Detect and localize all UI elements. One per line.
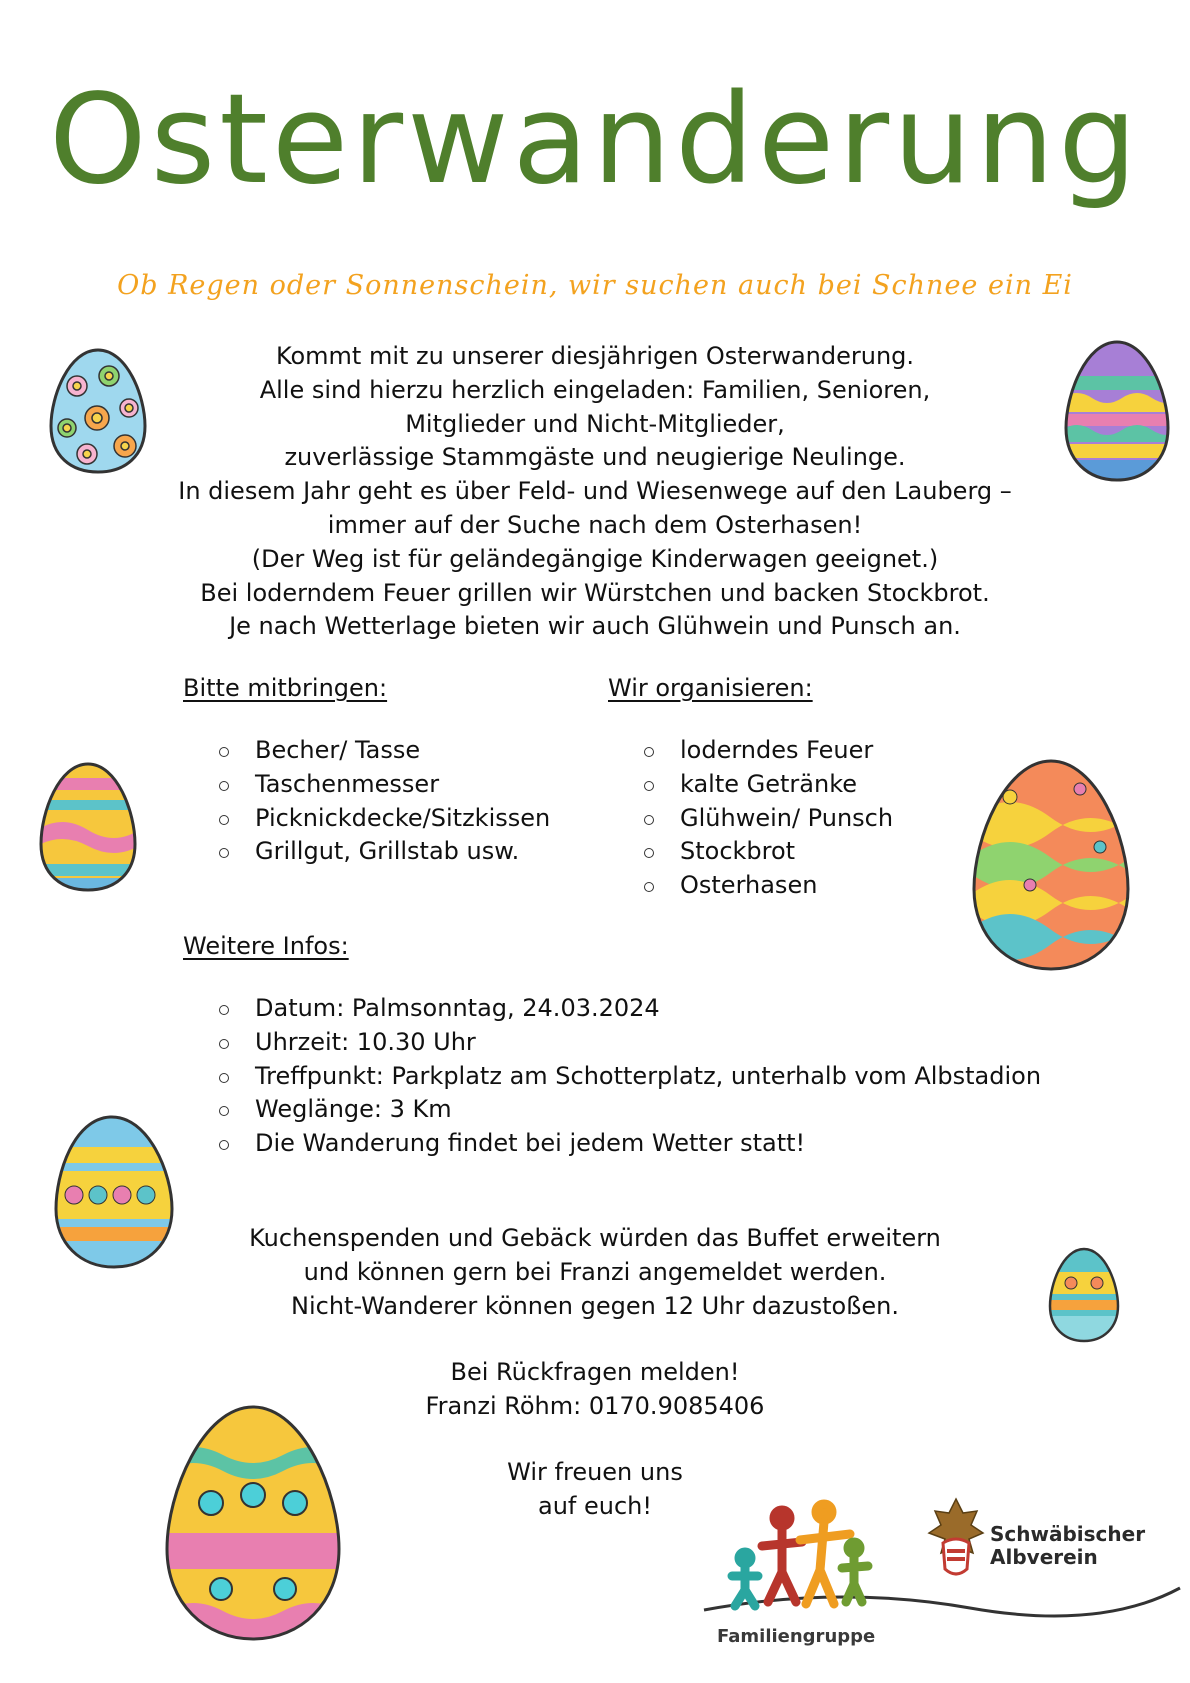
page-title: Osterwanderung xyxy=(49,68,1141,212)
wave-egg-icon xyxy=(970,757,1132,973)
bullet-icon xyxy=(644,781,654,791)
intro-line: zuverlässige Stammgäste und neugierige Neulinge. xyxy=(284,443,906,472)
intro-line: Mitglieder und Nicht-Mitglieder, xyxy=(405,409,785,438)
list-item: Picknickdecke/Sitzkissen xyxy=(183,802,550,836)
contact-line: Bei Rückfragen melden! xyxy=(450,1358,740,1386)
list-item: Die Wanderung findet bei jedem Wetter statt! xyxy=(183,1127,1041,1161)
small-egg-icon xyxy=(1047,1246,1121,1344)
flower-egg-icon xyxy=(47,346,149,476)
bullet-icon xyxy=(219,1073,229,1083)
cake-line: Kuchenspenden und Gebäck würden das Buffet erweitern xyxy=(249,1224,941,1252)
bullet-icon xyxy=(644,815,654,825)
organize-list xyxy=(608,734,893,903)
list-item: Weglänge: 3 Km xyxy=(183,1093,1041,1127)
bullet-icon xyxy=(219,1005,229,1015)
infos-heading: Weitere Infos: xyxy=(183,932,349,960)
bullet-icon xyxy=(644,848,654,858)
list-item: Treffpunkt: Parkplatz am Schotterplatz, unterhalb vom Albstadion xyxy=(183,1060,1041,1094)
bullet-icon xyxy=(219,848,229,858)
intro-line: Kommt mit zu unserer diesjährigen Osterwanderung. xyxy=(275,342,915,370)
bullet-icon xyxy=(219,1039,229,1049)
bullet-icon xyxy=(644,747,654,757)
list-item: Datum: Palmsonntag, 24.03.2024 xyxy=(183,992,1041,1026)
list-item: kalte Getränke xyxy=(608,768,893,802)
bring-heading: Bitte mitbringen: xyxy=(183,674,388,702)
cake-text xyxy=(100,1222,1090,1323)
intro-line: Je nach Wetterlage bieten wir auch Glühwein und Punsch an. xyxy=(229,612,961,641)
list-item: Becher/ Tasse xyxy=(183,734,550,768)
bullet-icon xyxy=(644,882,654,892)
intro-line: Alle sind hierzu herzlich eingeladen: Familien, Senioren, xyxy=(259,375,931,404)
intro-text xyxy=(100,340,1090,644)
list-item: Taschenmesser xyxy=(183,768,550,802)
organize-heading: Wir organisieren: xyxy=(608,674,813,702)
list-item: Osterhasen xyxy=(608,869,893,903)
list-item: Grillgut, Grillstab usw. xyxy=(183,835,550,869)
contact-phone: Franzi Röhm: 0170.9085406 xyxy=(425,1391,765,1420)
intro-line: immer auf der Suche nach dem Osterhasen! xyxy=(327,510,863,539)
closing-line: auf euch! xyxy=(538,1491,652,1520)
list-item: Stockbrot xyxy=(608,835,893,869)
cake-line: und können gern bei Franzi angemeldet werden. xyxy=(303,1257,887,1286)
page-subtitle: Ob Regen oder Sonnenschein, wir suchen auch bei Schnee ein Ei xyxy=(117,270,1073,301)
list-item: Uhrzeit: 10.30 Uhr xyxy=(183,1026,1041,1060)
band-egg-icon xyxy=(37,760,139,894)
familiengruppe-label: Familiengruppe xyxy=(717,1626,876,1647)
bullet-icon xyxy=(219,1106,229,1116)
list-item: Glühwein/ Punsch xyxy=(608,802,893,836)
list-item: loderndes Feuer xyxy=(608,734,893,768)
intro-line: In diesem Jahr geht es über Feld- und Wiesenwege auf den Lauberg – xyxy=(178,477,1012,506)
bring-list xyxy=(183,734,550,869)
intro-line: (Der Weg ist für geländegängige Kinderwagen geeignet.) xyxy=(251,544,939,573)
cake-line: Nicht-Wanderer können gegen 12 Uhr dazustoßen. xyxy=(291,1291,899,1320)
large-egg-icon xyxy=(163,1403,343,1643)
bullet-icon xyxy=(219,815,229,825)
bullet-icon xyxy=(219,1140,229,1150)
bullet-icon xyxy=(219,747,229,757)
closing-line: Wir freuen uns xyxy=(507,1458,683,1486)
intro-line: Bei loderndem Feuer grillen wir Würstchen und backen Stockbrot. xyxy=(200,578,990,607)
striped-egg-icon xyxy=(1062,338,1172,484)
bullet-icon xyxy=(219,781,229,791)
albverein-label: Schwäbischer Albverein xyxy=(990,1522,1146,1569)
dotted-egg-icon xyxy=(52,1113,176,1271)
infos-list xyxy=(183,992,1041,1161)
albverein-emblem-icon xyxy=(925,1495,987,1583)
